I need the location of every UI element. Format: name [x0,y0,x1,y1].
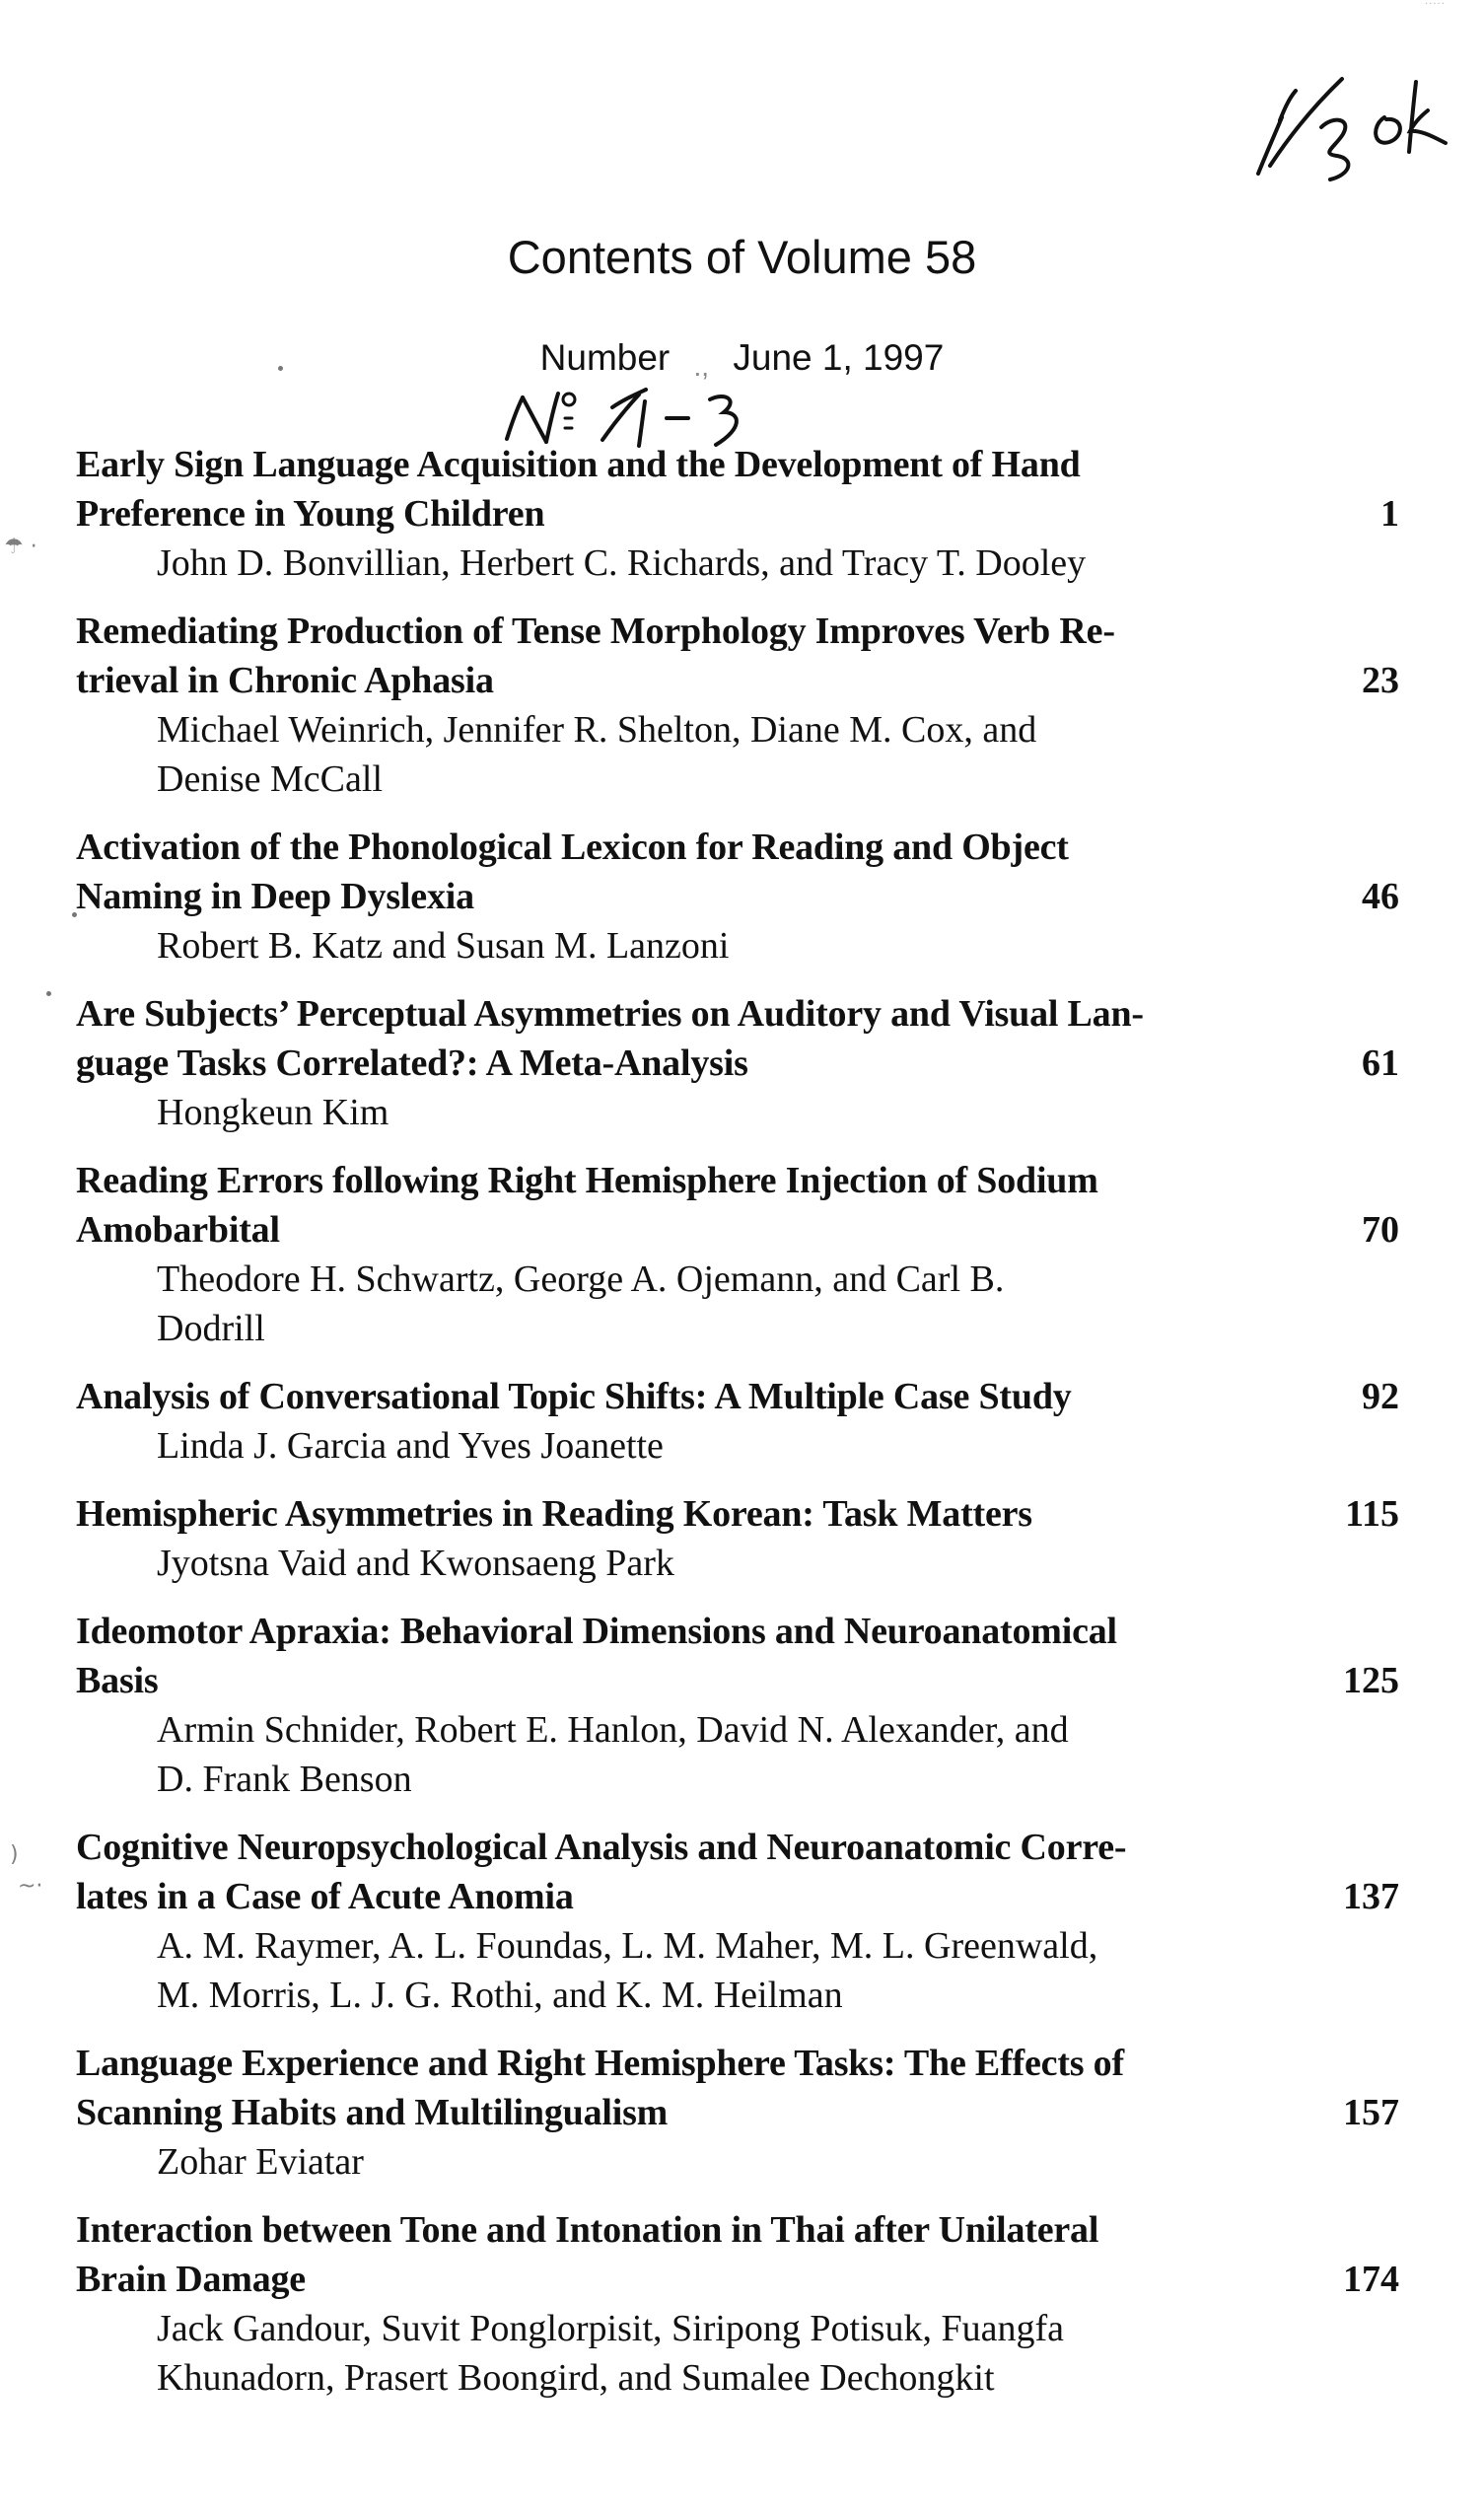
contents-list [76,440,1399,2421]
entry-title [76,1823,1251,1921]
entry-author-line: Khunadorn, Prasert Boongird, and Sumalee Dechongkit [157,2357,995,2399]
entry-title [76,1156,1251,1255]
entry-authors [157,539,1251,588]
entry-authors [157,1255,1251,1353]
contents-entry [76,2205,1399,2403]
page-number: 174 [1343,2259,1399,2300]
entry-author-line: Denise McCall [157,758,384,800]
page-number: 46 [1362,876,1399,917]
entry-title [76,1372,1251,1421]
entry-title [76,989,1251,1088]
scan-edge-mark: ····· [1425,0,1446,10]
entry-author-line: Linda J. Garcia and Yves Joanette [157,1425,664,1467]
entry-author-line: Theodore H. Schwartz, George A. Ojemann, and Carl B. [157,1258,1005,1300]
contents-entry [76,1489,1399,1588]
page-number: 61 [1362,1042,1399,1084]
page-number: 157 [1343,2092,1399,2133]
entry-authors [157,1421,1251,1471]
entry-author-line: Dodrill [157,1308,265,1349]
entry-title-line: Amobarbital [76,1209,280,1251]
entry-title-line: lates in a Case of Acute Anomia [76,1876,574,1917]
entry-title-line: Preference in Young Children [76,493,545,535]
entry-authors [157,921,1251,970]
entry-author-line: Robert B. Katz and Susan M. Lanzoni [157,925,730,967]
entry-title-line: Reading Errors following Right Hemisphere Injection of Sodium [76,1160,1098,1201]
page-number: 70 [1362,1209,1399,1251]
entry-title-line: Language Experience and Right Hemisphere Tasks: The Effects of [76,2043,1124,2084]
entry-title-line: Remediating Production of Tense Morphology Improves Verb Re- [76,611,1115,652]
contents-entry [76,1156,1399,1353]
entry-author-line: Zohar Eviatar [157,2141,364,2183]
entry-authors [157,2137,1251,2187]
entry-title-line: Cognitive Neuropsychological Analysis and Neuroanatomic Corre- [76,1827,1127,1868]
issue-label: Number [539,337,671,378]
entry-authors [157,2304,1251,2403]
entry-authors [157,1921,1251,2020]
contents-entry [76,1372,1399,1471]
contents-entry [76,607,1399,804]
entry-author-line: M. Morris, L. J. G. Rothi, and K. M. Heilman [157,1975,843,2016]
entry-author-line: Jyotsna Vaid and Kwonsaeng Park [157,1543,674,1584]
page-number: 137 [1343,1876,1399,1917]
entry-title [76,823,1251,921]
page-number: 125 [1343,1660,1399,1701]
entry-title-line: Are Subjects’ Perceptual Asymmetries on Auditory and Visual Lan- [76,993,1144,1035]
entry-title-line: trieval in Chronic Aphasia [76,660,494,701]
entry-title-line: Scanning Habits and Multilingualism [76,2092,669,2133]
page-number: 92 [1362,1376,1399,1417]
entry-author-line: Jack Gandour, Suvit Ponglorpisit, Siripong Potisuk, Fuangfa [157,2308,1064,2349]
scan-edge-mark: ~· [18,1874,43,1899]
entry-title [76,607,1251,705]
entry-title-line: Hemispheric Asymmetries in Reading Korean: Task Matters [76,1493,1032,1535]
entry-title-line: Brain Damage [76,2259,306,2300]
issue-date: June 1, 1997 [733,337,945,378]
scan-edge-mark: ) [10,1842,19,1867]
entry-title-line: Activation of the Phonological Lexicon for Reading and Object [76,827,1069,868]
entry-title-line: Analysis of Conversational Topic Shifts: A Multiple Case Study [76,1376,1072,1417]
handwritten-note [1223,71,1459,189]
entry-title [76,440,1251,539]
contents-entry [76,2039,1399,2187]
page-number: 115 [1345,1493,1399,1535]
entry-authors [157,1088,1251,1137]
contents-entry [76,1607,1399,1804]
entry-title [76,2205,1251,2304]
entry-authors [157,1539,1251,1588]
scan-edge-mark: ☂ · [4,535,37,559]
entry-authors [157,705,1251,804]
entry-title [76,2039,1251,2137]
entry-title [76,1489,1251,1539]
entry-title-line: guage Tasks Correlated?: A Meta-Analysis [76,1042,748,1084]
entry-title-line: Early Sign Language Acquisition and the Development of Hand [76,444,1081,485]
entry-title-line: Interaction between Tone and Intonation in Thai after Unilateral [76,2209,1099,2251]
entry-author-line: Armin Schnider, Robert E. Hanlon, David N. Alexander, and [157,1709,1069,1751]
page-number: 23 [1362,660,1399,701]
entry-title [76,1607,1251,1705]
entry-author-line: Michael Weinrich, Jennifer R. Shelton, Diane M. Cox, and [157,709,1037,751]
entry-author-line: Hongkeun Kim [157,1092,389,1133]
scan-dot [46,991,51,996]
entry-title-line: Ideomotor Apraxia: Behavioral Dimensions and Neuroanatomical [76,1611,1117,1652]
contents-entry [76,989,1399,1137]
page-title: Contents of Volume 58 [507,231,977,283]
handwritten-note-graphic [1223,71,1459,189]
contents-entry [76,440,1399,588]
entry-title-line: Basis [76,1660,159,1701]
issue-line [0,337,1484,382]
entry-authors [157,1705,1251,1804]
entry-author-line: D. Frank Benson [157,1759,412,1800]
issue-mark: ., [693,351,710,382]
entry-title-line: Naming in Deep Dyslexia [76,876,474,917]
entry-author-line: John D. Bonvillian, Herbert C. Richards, and Tracy T. Dooley [157,542,1087,584]
page-number: 1 [1380,493,1399,535]
contents-entry [76,823,1399,970]
entry-author-line: A. M. Raymer, A. L. Foundas, L. M. Maher, M. L. Greenwald, [157,1925,1098,1967]
contents-entry [76,1823,1399,2020]
